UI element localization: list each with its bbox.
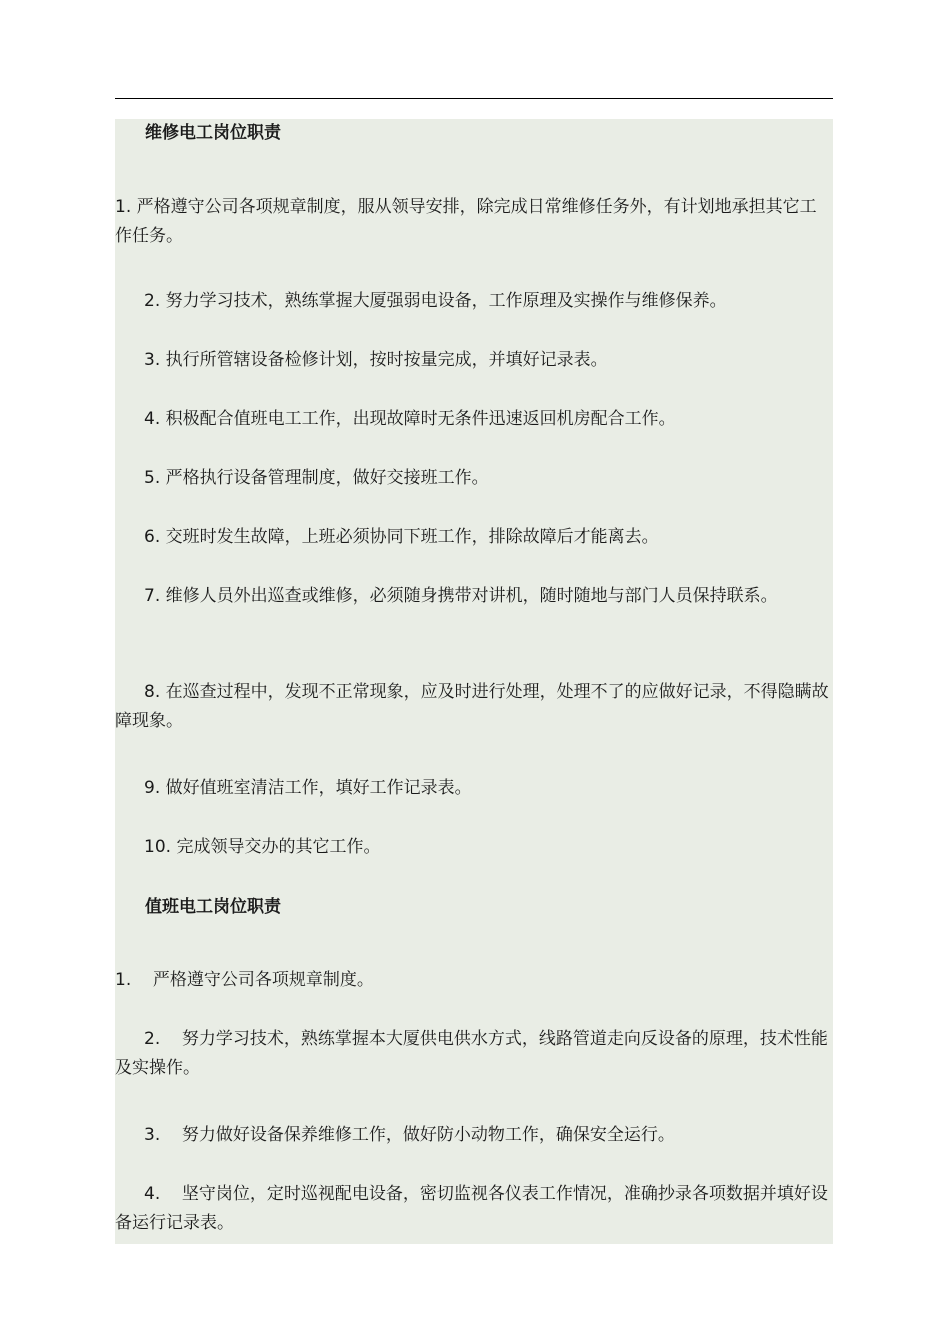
duty-item-3: 3. 努力做好设备保养维修工作，做好防小动物工作，确保安全运行。 xyxy=(144,1125,675,1145)
maintenance-item-2: 2. 努力学习技术，熟练掌握大厦强弱电设备，工作原理及实操作与维修保养。 xyxy=(144,291,727,311)
section-title-duty: 值班电工岗位职责 xyxy=(145,897,281,917)
maintenance-item-3: 3. 执行所管辖设备检修计划，按时按量完成，并填好记录表。 xyxy=(144,350,608,370)
maintenance-item-4: 4. 积极配合值班电工工作，出现故障时无条件迅速返回机房配合工作。 xyxy=(144,409,676,429)
maintenance-item-8: 8. 在巡查过程中，发现不正常现象，应及时进行处理，处理不了的应做好记录，不得隐瞒故障现象。 xyxy=(115,682,829,731)
duty-item-2: 2. 努力学习技术，熟练掌握本大厦供电供水方式，线路管道走向反设备的原理，技术性能及实操作。 xyxy=(115,1029,828,1078)
section-title-maintenance: 维修电工岗位职责 xyxy=(145,123,281,143)
maintenance-item-9: 9. 做好值班室清洁工作，填好工作记录表。 xyxy=(144,778,472,798)
maintenance-item-5: 5. 严格执行设备管理制度，做好交接班工作。 xyxy=(144,468,489,488)
maintenance-item-6: 6. 交班时发生故障，上班必须协同下班工作，排除故障后才能离去。 xyxy=(144,527,659,547)
maintenance-item-1: 1. 严格遵守公司各项规章制度，服从领导安排，除完成日常维修任务外，有计划地承担其它工作任务。 xyxy=(115,197,817,246)
duty-item-1: 1. 严格遵守公司各项规章制度。 xyxy=(115,970,374,990)
maintenance-item-10: 10. 完成领导交办的其它工作。 xyxy=(144,837,381,857)
duty-item-4: 4. 坚守岗位，定时巡视配电设备，密切监视各仪表工作情况，准确抄录各项数据并填好设备运行记录表。 xyxy=(115,1184,828,1233)
header-rule xyxy=(115,98,833,99)
maintenance-item-7: 7. 维修人员外出巡查或维修，必须随身携带对讲机，随时随地与部门人员保持联系。 xyxy=(144,586,778,606)
